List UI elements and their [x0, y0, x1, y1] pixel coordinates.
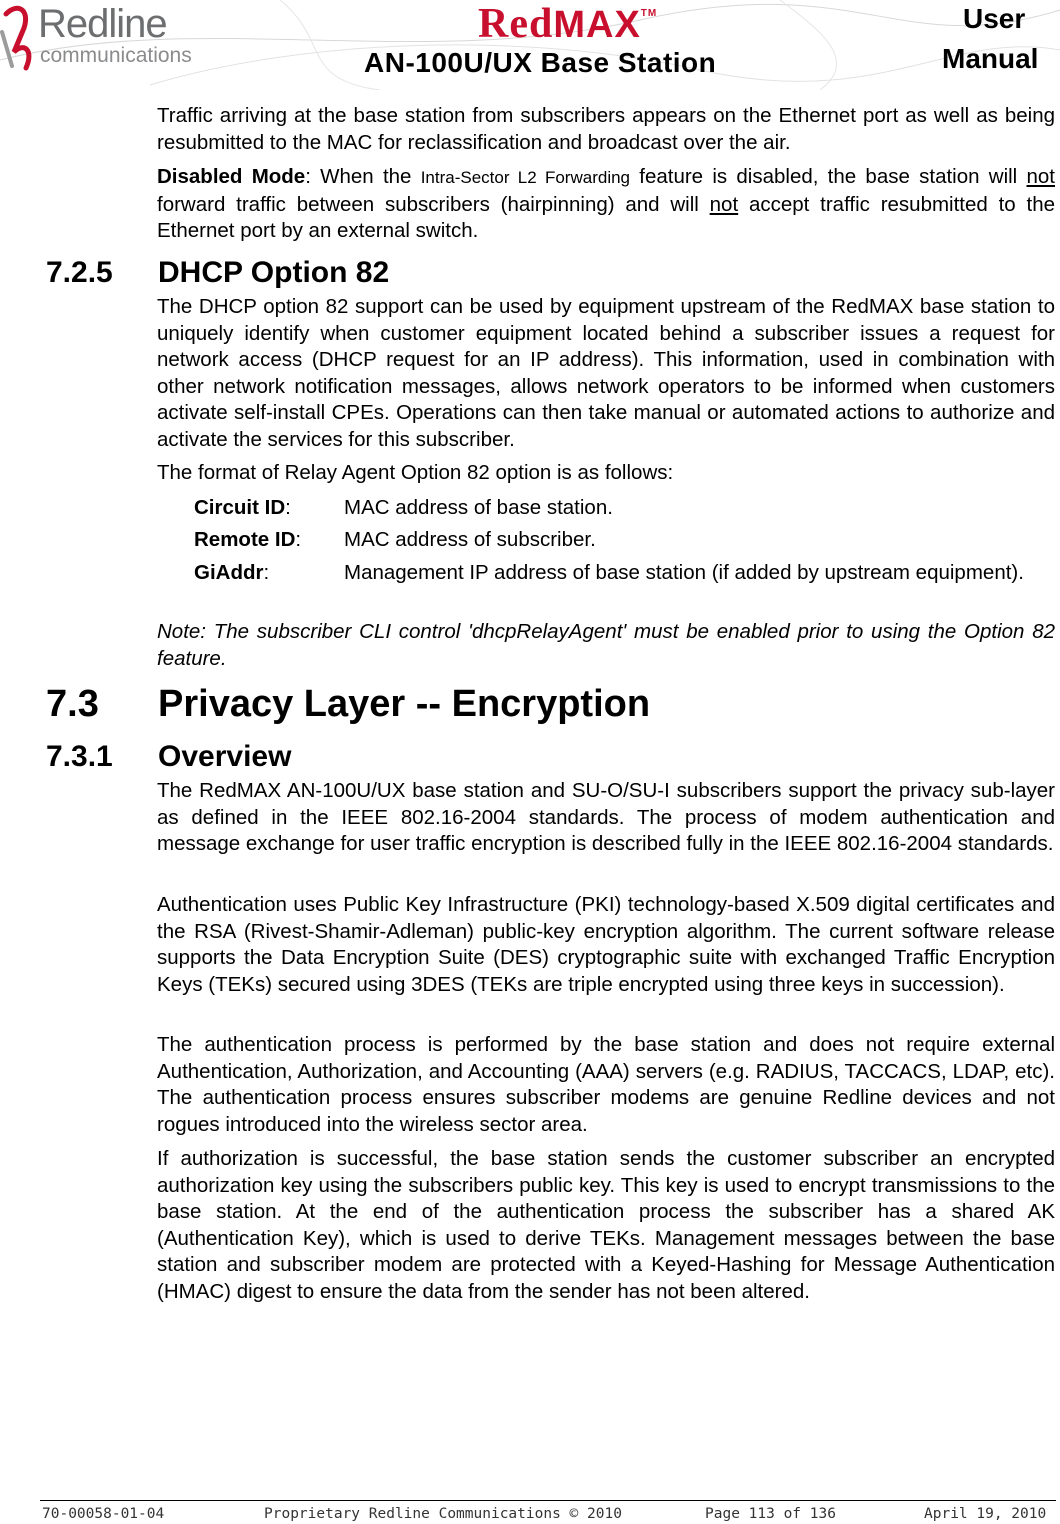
term-label: Circuit ID	[194, 496, 286, 519]
section-title: Overview	[158, 740, 292, 773]
definition-term	[194, 560, 269, 587]
section-number: 7.3	[46, 683, 99, 725]
note-dhcp-relay: Note: The subscriber CLI control 'dhcpRelayAgent' must be enabled prior to using the Option 82 feature.	[157, 620, 1055, 670]
footer-divider	[40, 1500, 1056, 1501]
term-label: Remote ID	[194, 528, 296, 551]
definition-desc: MAC address of subscriber.	[344, 528, 596, 551]
paragraph-privacy-overview: The RedMAX AN-100U/UX base station and SU-O/SU-I subscribers support the privacy sub-layer as defined in the IEEE 802.16-2004 standards. The process of modem authentication and message exchange for user traffic encryption is described fully in the IEEE 802.16-2004 standards.	[157, 779, 1055, 855]
paragraph-disabled-mode	[157, 164, 1055, 245]
manual-label-line2: Manual	[942, 43, 1039, 74]
text-span: accept traffic resubmitted to the Ethernet port by an external switch.	[157, 192, 1056, 242]
disabled-mode-label: Disabled Mode	[157, 165, 306, 188]
section-title: Privacy Layer -- Encryption	[158, 683, 651, 725]
section-number: 7.2.5	[46, 256, 113, 289]
paragraph-dhcp-option82: The DHCP option 82 support can be used by equipment upstream of the RedMAX base station to uniquely identify when customer equipment located behind a subscriber issues a request for network access (DHCP request for an IP address). This information, used in combination with other network notification messages, allows network operators to be informed when customers activate self-install CPEs. Operations can then take manual or automated actions to authorize and activate the services for this subscriber.	[157, 295, 1055, 451]
product-title: AN-100U/UX Base Station	[364, 47, 717, 78]
footer-doc-id: 70-00058-01-04	[42, 1506, 165, 1522]
paragraph-authentication-pki: Authentication uses Public Key Infrastructure (PKI) technology-based X.509 digital certificates and the RSA (Rivest-Shamir-Adleman) public-key encryption algorithm. The current software release supports the Data Encryption Suite (DES) cryptographic suite with exchanged Traffic Encryption Keys (TEKs) secured using 3DES (TEKs are triple encrypted using three keys in succession).	[157, 893, 1055, 996]
definition-term	[194, 527, 301, 554]
footer-copyright: Proprietary Redline Communications © 2010	[264, 1506, 622, 1522]
brand-trademark: TM	[640, 8, 658, 19]
section-number: 7.3.1	[46, 740, 113, 773]
section-title: DHCP Option 82	[158, 256, 390, 289]
term-colon: :	[285, 496, 291, 519]
definition-desc: Management IP address of base station (if added by upstream equipment).	[344, 561, 1024, 584]
page-header	[0, 0, 1060, 90]
redline-swoosh-icon	[0, 2, 36, 74]
emphasis-not: not	[1026, 165, 1055, 188]
brand-max: MAX	[553, 4, 641, 46]
footer-date: April 19, 2010	[924, 1506, 1047, 1522]
redmax-brand	[478, 0, 657, 48]
definition-term	[194, 495, 291, 522]
feature-name: Intra-Sector L2 Forwarding	[420, 168, 631, 187]
emphasis-not: not	[709, 192, 739, 216]
term-colon: :	[295, 528, 302, 551]
brand-red: Red	[478, 1, 554, 47]
logo-subtitle: communications	[40, 44, 192, 67]
text-span: feature is disabled, the base station will	[630, 165, 1027, 188]
logo-wordmark: Redline	[38, 2, 167, 46]
manual-label-line1: User	[963, 3, 1026, 34]
term-colon: :	[263, 561, 270, 584]
footer-page-number: Page 113 of 136	[705, 1506, 836, 1522]
redline-logo	[0, 2, 205, 72]
text-span: : When the	[305, 165, 421, 188]
text-span: forward traffic between subscribers (hairpinning) and will	[157, 192, 710, 216]
paragraph-enabled-mode: Traffic arriving at the base station from subscribers appears on the Ethernet port as well as being resubmitted to the MAC for reclassification and broadcast over the air.	[157, 104, 1055, 154]
paragraph-authentication-process: The authentication process is performed by the base station and does not require external Authentication, Authorization, and Accounting (AAA) servers (e.g. RADIUS, TACCACS, LDAP, etc). The authentication process ensures subscriber modems are genuine Redline devices and not rogues introduced into the wireless sector area.	[157, 1033, 1055, 1136]
definition-desc: MAC address of base station.	[344, 496, 613, 519]
paragraph-authorization: If authorization is successful, the base station sends the customer subscriber an encrypted authorization key using the subscribers public key. This key is used to encrypt transmissions to the base station. At the end of the authentication process the subscriber has a shared AK (Authentication Key), which is used to derive TEKs. Management messages between the base station and subscriber modem are protected with a Keyed-Hashing for Message Authentication (HMAC) digest to ensure the data from the sender has not been altered.	[157, 1147, 1055, 1303]
term-label: GiAddr	[194, 561, 264, 584]
paragraph-relay-format: The format of Relay Agent Option 82 option is as follows:	[157, 461, 674, 484]
